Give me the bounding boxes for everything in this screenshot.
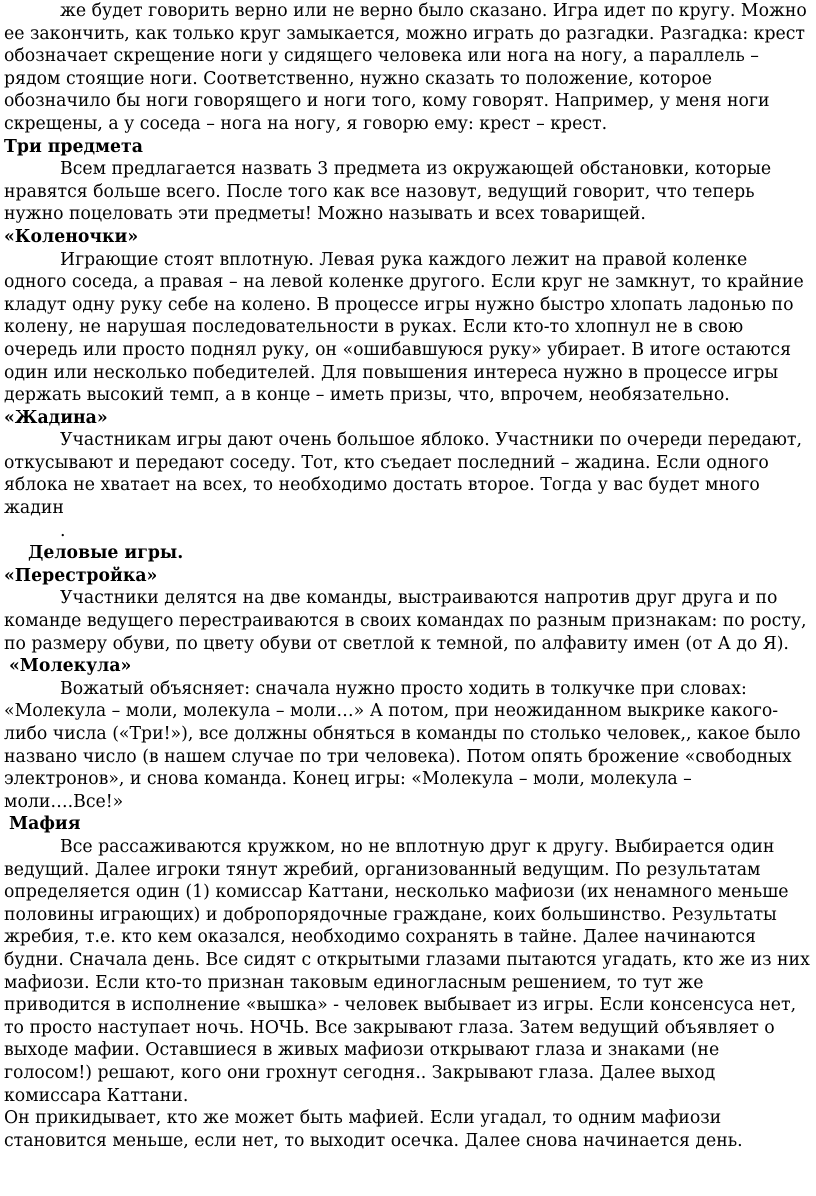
game-text-three-objects: Всем предлагается назвать 3 предмета из окружающей обстановки, которые нравятся больше всего. После того как все назовут, ведущий говорит, что теперь нужно поцеловать эти предметы! Можно называть и всех товарищей. <box>4 159 772 225</box>
game-text-mafia: Все рассаживаются кружком, но не вплотную друг к другу. Выбирается один ведущий. Далее игроки тянут жребий, организованный ведущим. По результатам определяется один (1) комиссар Каттани, несколько мафиози (их ненамного меньше половины играющих) и добропорядочные граждане, коих большинство. Результаты жребия, т.е. кто кем оказался, необходимо сохранять в тайне. Далее начинаются будни. Сначала день. Все сидят с открытыми глазами пытаются угадать, кто же из них мафиози. Если кто-то признан таковым единогласным решением, то тут же приводится в исполнение «вышка» - человек выбывает из игры. Если консенсуса нет, то просто наступает ночь. НОЧЬ. Все закрывают глаза. Затем ведущий объявляет о выходе мафии. Оставшиеся в живых мафиози открывают глаза и знаками (не голосом!) решают, кого они грохнут сегодня.. Закрывают глаза. Далее выход комиссара Каттани. <box>4 836 810 1106</box>
game-text-mafia-continued: Он прикидывает, кто же может быть мафией. Если угадал, то одним мафиози становится меньше, если нет, то выходит осечка. Далее снова начинается день. <box>4 1108 743 1151</box>
section-title-business-games: Деловые игры. <box>28 543 184 564</box>
game-text-knees: Играющие стоят вплотную. Левая рука каждого лежит на правой коленке одного соседа, а правая – на левой коленке другого. Если круг не замкнут, то крайние кладут одну руку себе на колено. В процессе игры нужно быстро хлопать ладонью по колену, не нарушая последовательности в руках. Если кто-то хлопнул не в свою очередь или просто поднял руку, он «ошибавшуюся руку» убирает. В итоге остаются один или несколько победителей. Для повышения интереса нужно в процессе игры держать высокий темп, а в конце – иметь призы, что, впрочем, необязательно. <box>4 249 804 406</box>
game-text-rebuild: Участники делятся на две команды, выстраиваются напротив друг друга и по команде ведущего перестраиваются в своих командах по разным признакам: по росту, по размеру обуви, по цвету обуви от светлой к темной, по алфавиту имен (от А до Я). <box>4 588 807 654</box>
game-title-rebuild: «Перестройка» <box>4 565 158 586</box>
game-text-molecule: Вожатый объясняет: сначала нужно просто ходить в толкучке при словах: «Молекула – моли, молекула – моли…» А потом, при неожиданном выкрике какого-либо числа («Три!»), все должны обняться в команды по столько человек,, какое было названо число (в нашем случае по три человека). Потом опять брожение «свободных электронов», и снова команда. Конец игры: «Молекула – моли, молекула – моли….Все!» <box>4 678 801 812</box>
game-text-greedy: Участникам игры дают очень большое яблоко. Участники по очереди передают, откусывают и передают соседу. Тот, кто съедает последний – жадина. Если одного яблока не хватает на всех, то необходимо достать второе. Тогда у вас будет много жадин <box>4 430 802 519</box>
game-title-molecule: «Молекула» <box>9 656 132 677</box>
game-title-knees: «Коленочки» <box>4 226 139 247</box>
stray-dot: . <box>60 520 66 541</box>
game-title-mafia: Мафия <box>9 814 81 835</box>
game-title-greedy: «Жадина» <box>4 407 108 428</box>
intro-paragraph: же будет говорить верно или не верно было сказано. Игра идет по кругу. Можно ее закончить, как только круг замыкается, можно играть до разгадки. Разгадка: крест обозначает скрещение ноги у сидящего человека или нога на ногу, а параллель – рядом стоящие ноги. Соответственно, нужно сказать то положение, которое обозначило бы ноги говорящего и ноги того, кому говорят. Например, у меня ноги скрещены, а у соседа – нога на ногу, я говорю ему: крест – крест. <box>4 1 807 134</box>
game-title-three-objects: Три предмета <box>4 136 143 157</box>
